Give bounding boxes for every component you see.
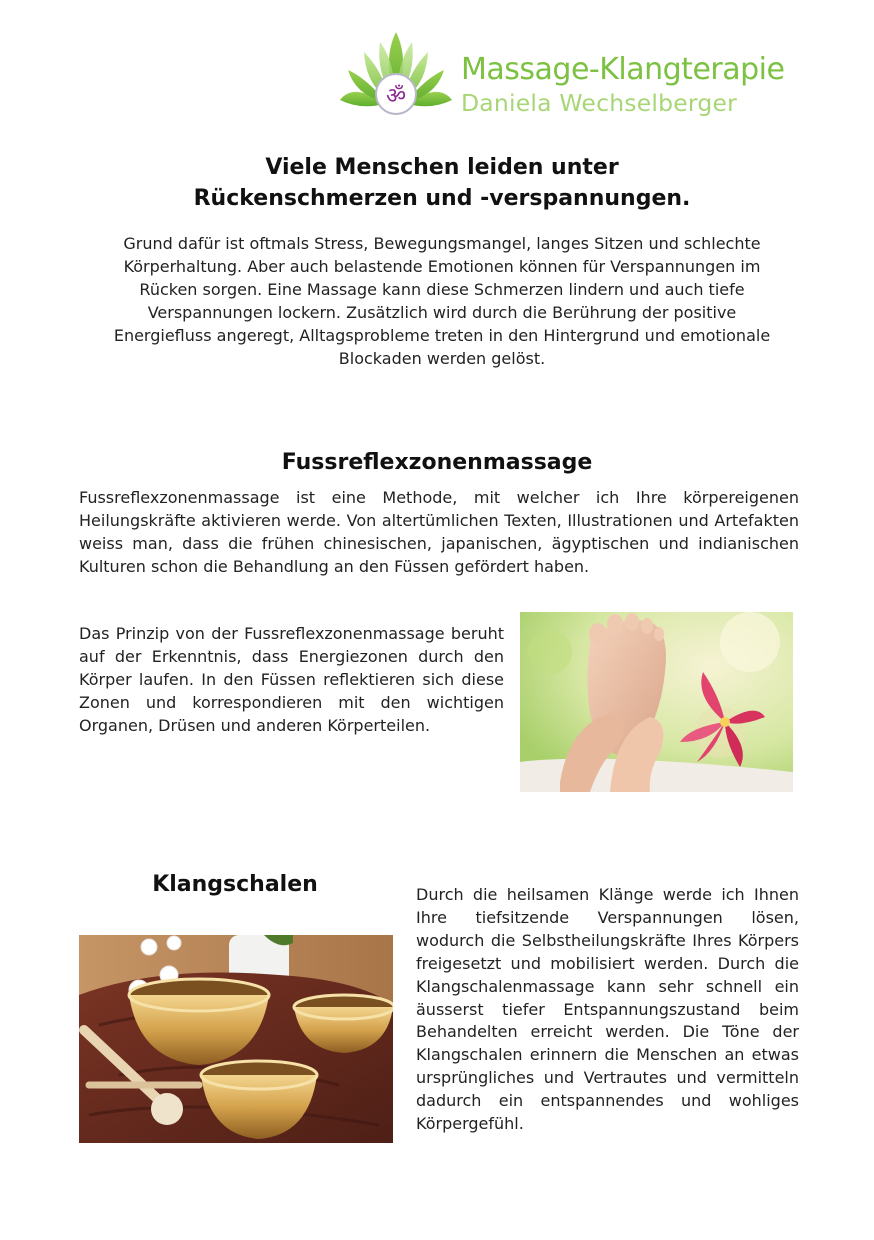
intro-title [120, 152, 764, 214]
fussreflex-title: Fussreflexzonenmassage [281, 450, 593, 475]
klangschalen-paragraph: Durch die heilsamen Klänge werde ich Ihnen Ihre tiefsitzende Verspannungen lösen, wodurch die Selbstheilungskräfte Ihres Körpers freigesetzt und mobilisiert werden. Durch die Klangschalenmassage kann sehr schnell ein äusserst tiefer Entspannungszustand beim Behandelten erreicht werden. Die Töne der Klangschalen erinnern die Menschen an etwas ursprüngliches und Vertrautes und vermitteln dadurch ein entspannendes und wohliges Körpergefühl. [416, 885, 799, 1134]
klangschalen-title: Klangschalen [152, 872, 318, 897]
intro-paragraph: Grund dafür ist oftmals Stress, Bewegungsmangel, langes Sitzen und schlechte Körperhaltung. Aber auch belastende Emotionen können für Verspannungen im Rücken sorgen. Eine Massage kann diese Schmerzen lindern und auch tiefe Verspannungen lockern. Zusätzlich wird durch die Berührung der positive Energiefluss angeregt, Alltagsprobleme treten in den Hintergrund und emotionale Blockaden werden gelöst. [113, 234, 771, 368]
svg-text:ॐ: ॐ [385, 84, 407, 109]
fussreflex-paragraph-2: Das Prinzip von der Fussreflexzonenmassage beruht auf der Erkenntnis, dass Energiezonen durch den Körper laufen. In den Füssen reflektieren sich diese Zonen und korrespondieren mit den wichtigen Organen, Drüsen und anderen Körperteilen. [79, 624, 504, 735]
intro-title-line1: Viele Menschen leiden unter [265, 155, 619, 180]
brand-subtitle: Daniela Wechselberger [461, 89, 737, 117]
fussreflex-paragraph-1: Fussreflexzonenmassage ist eine Methode, mit welcher ich Ihre körpereigenen Heilungskräfte aktivieren werde. Von altertümlichen Texten, Illustrationen und Artefakten weiss man, dass die frühen chinesischen, japanischen, ägyptischen und indianischen Kulturen schon die Behandlung an den Füssen gefördert haben. [79, 488, 799, 576]
foot-massage-photo [520, 612, 793, 792]
brand-name: Massage-Klangterapie [461, 52, 785, 87]
intro-title-line2: Rückenschmerzen und -verspannungen. [193, 186, 691, 211]
lotus-om-icon [336, 30, 456, 120]
singing-bowls-photo [79, 935, 393, 1143]
